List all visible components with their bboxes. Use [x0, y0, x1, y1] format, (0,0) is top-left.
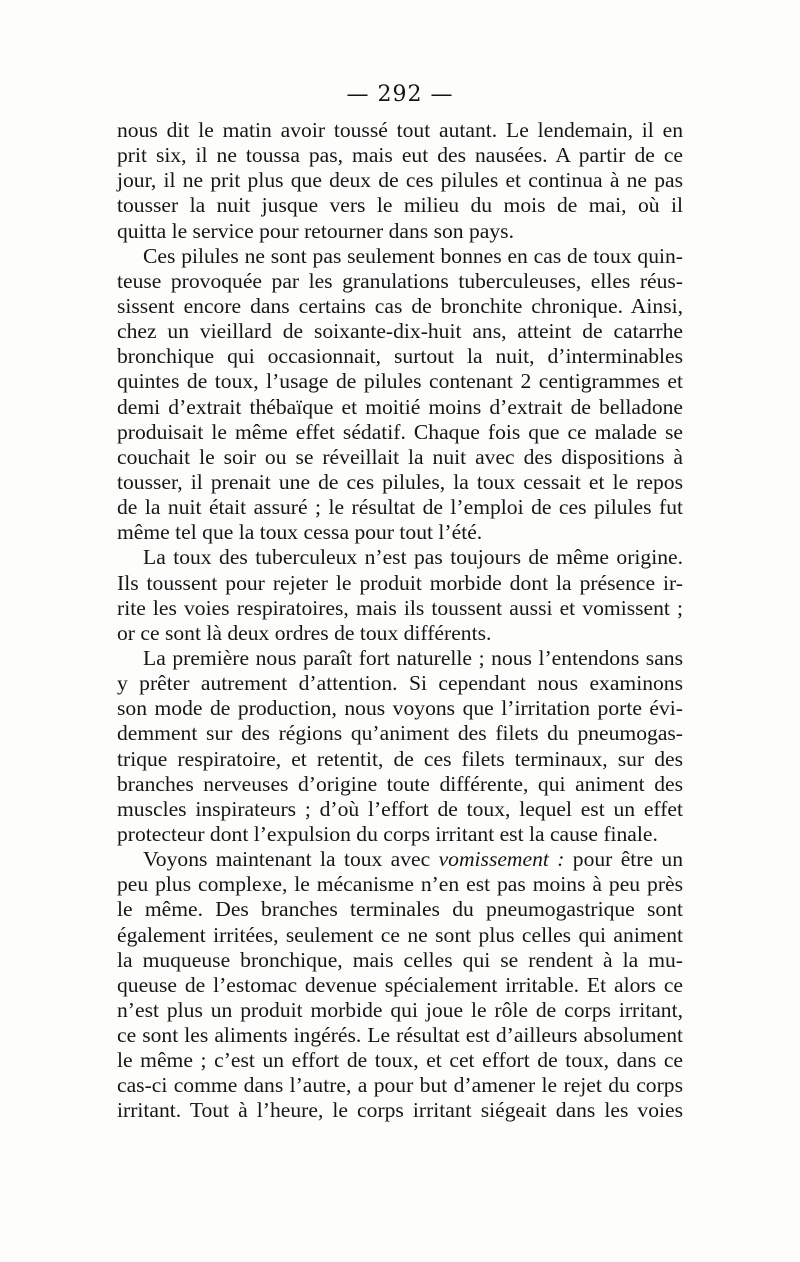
- text-line: chez un vieillard de soixante-dix-huit ans, atteint de catarrhe: [117, 319, 683, 344]
- text-line: demi d’extrait thébaïque et moitié moins d’extrait de belladone: [117, 394, 683, 419]
- text-line: branches nerveuses d’origine toute différente, qui animent des: [117, 771, 683, 796]
- text-line: prit six, il ne toussa pas, mais eut des nausées. A partir de ce: [117, 143, 683, 168]
- text-line-with-italic: [117, 847, 683, 872]
- text-line: teuse provoquée par les granulations tuberculeuses, elles réus-: [117, 268, 683, 293]
- text-line: bronchique qui occasionnait, surtout la nuit, d’interminables: [117, 344, 683, 369]
- text-line: couchait le soir ou se réveillait la nuit avec des dispositions à: [117, 444, 683, 469]
- text-line: produisait le même effet sédatif. Chaque fois que ce malade se: [117, 419, 683, 444]
- text-line: demment sur des régions qu’animent des filets du pneumogas-: [117, 721, 683, 746]
- text-line: n’est plus un produit morbide qui joue le rôle de corps irritant,: [117, 997, 683, 1022]
- text-line: la muqueuse bronchique, mais celles qui se rendent à la mu-: [117, 947, 683, 972]
- text-line: son mode de production, nous voyons que l’irritation porte évi-: [117, 696, 683, 721]
- text-line: quitta le service pour retourner dans son pays.: [117, 218, 514, 243]
- text-line: de la nuit était assuré ; le résultat de l’emploi de ces pilules fut: [117, 495, 683, 520]
- text-line: trique respiratoire, et retentit, de ces filets terminaux, sur des: [117, 746, 683, 771]
- text-line: La toux des tuberculeux n’est pas toujours de même origine.: [143, 545, 683, 570]
- text-fragment: pour être un: [564, 847, 683, 872]
- text-line: même tel que la toux cessa pour tout l’été.: [117, 520, 483, 545]
- text-line: sissent encore dans certains cas de bronchite chronique. Ainsi,: [117, 293, 683, 318]
- text-fragment: Voyons maintenant la toux avec: [143, 847, 439, 872]
- text-line: également irritées, seulement ce ne sont plus celles qui animent: [117, 922, 683, 947]
- text-line: tousser, il prenait une de ces pilules, la toux cessait et le repos: [117, 469, 683, 494]
- text-line: queuse de l’estomac devenue spécialement irritable. Et alors ce: [117, 972, 683, 997]
- text-line: Ces pilules ne sont pas seulement bonnes en cas de toux quin-: [143, 243, 683, 268]
- italic-term: vomissement :: [438, 847, 565, 872]
- text-line: peu plus complexe, le mécanisme n’en est pas moins à peu près: [117, 872, 683, 897]
- text-line: irritant. Tout à l’heure, le corps irritant siégeait dans les voies: [117, 1098, 683, 1123]
- text-line: le même ; c’est un effort de toux, et cet effort de toux, dans ce: [117, 1048, 683, 1073]
- text-line: tousser la nuit jusque vers le milieu du mois de mai, où il: [117, 193, 683, 218]
- text-line: muscles inspirateurs ; d’où l’effort de toux, lequel est un effet: [117, 796, 683, 821]
- page-number: — 292 —: [346, 82, 454, 107]
- text-line: y prêter autrement d’attention. Si cependant nous examinons: [117, 671, 683, 696]
- text-line: le même. Des branches terminales du pneumogastrique sont: [117, 897, 683, 922]
- text-line: cas-ci comme dans l’autre, a pour but d’amener le rejet du corps: [117, 1073, 683, 1098]
- text-line: nous dit le matin avoir toussé tout autant. Le lendemain, il en: [117, 118, 683, 142]
- text-line: ce sont les aliments ingérés. Le résultat est d’ailleurs absolument: [117, 1023, 683, 1048]
- text-line: or ce sont là deux ordres de toux différents.: [117, 620, 492, 645]
- text-line: quintes de toux, l’usage de pilules contenant 2 centigrammes et: [117, 369, 683, 394]
- text-line: Ils toussent pour rejeter le produit morbide dont la présence ir-: [117, 570, 683, 595]
- text-line: jour, il ne prit plus que deux de ces pilules et continua à ne pas: [117, 168, 683, 193]
- text-line: rite les voies respiratoires, mais ils toussent aussi et vomissent ;: [117, 595, 683, 620]
- text-line: La première nous paraît fort naturelle ; nous l’entendons sans: [143, 645, 683, 670]
- body-text: [117, 118, 683, 1124]
- text-line: protecteur dont l’expulsion du corps irritant est la cause finale.: [117, 821, 658, 846]
